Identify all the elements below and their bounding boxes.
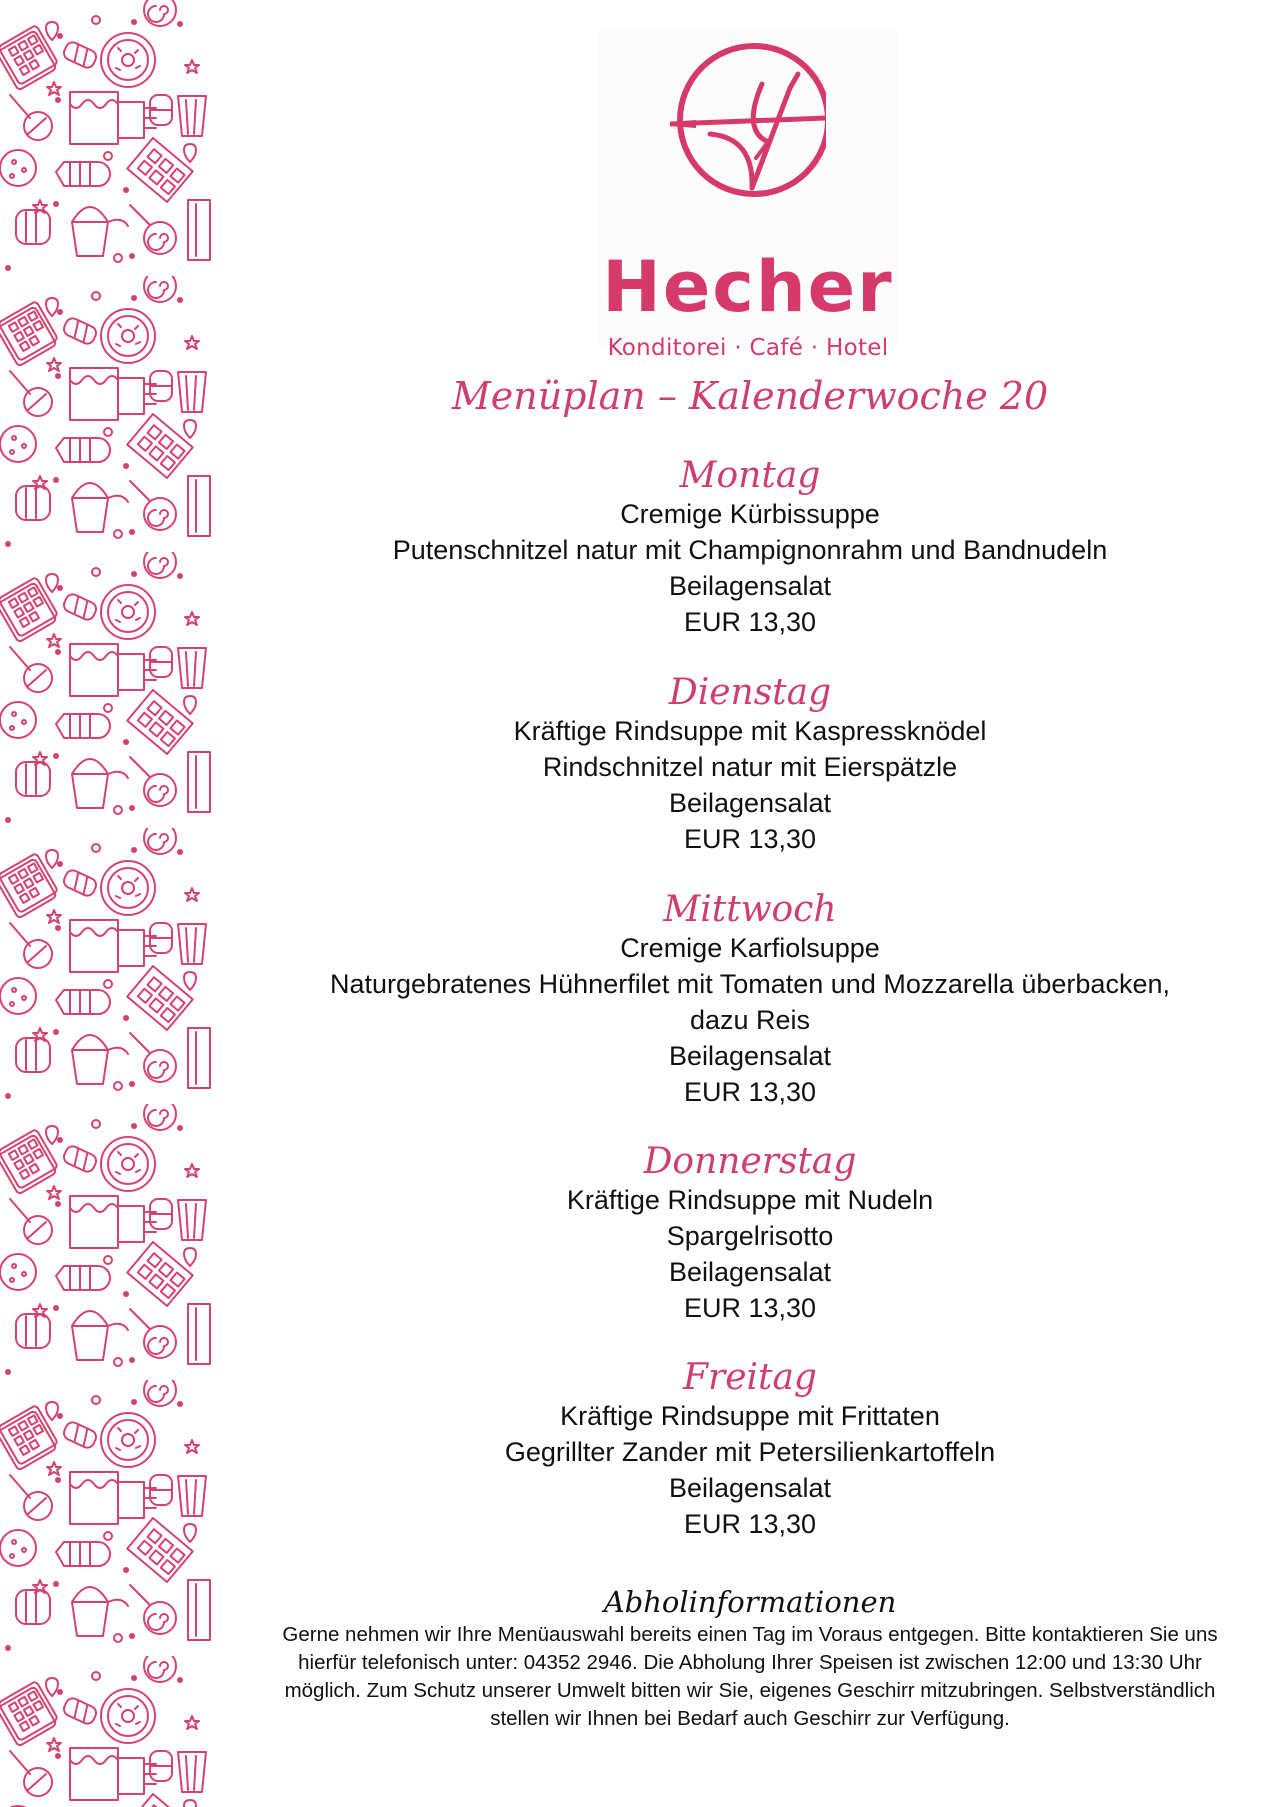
price: EUR 13,30 (683, 607, 817, 637)
main-dish: Putenschnitzel natur mit Champignonrahm und Bandnudeln (392, 535, 1108, 565)
soup: Kräftige Rindsuppe mit Frittaten (560, 1401, 940, 1431)
day-name: Montag (679, 455, 821, 496)
day-name: Mittwoch (663, 889, 837, 930)
side-salad: Beilagensalat (668, 1257, 832, 1287)
side-salad: Beilagensalat (668, 788, 832, 818)
side-salad: Beilagensalat (668, 1041, 832, 1071)
dessert-pattern-sidebar (0, 0, 212, 1807)
day-section-friday (230, 1358, 1270, 1542)
soup: Cremige Karfiolsuppe (620, 933, 880, 963)
main-dish: Naturgebratenes Hühnerfilet mit Tomaten und Mozzarella überbacken, (330, 969, 1170, 999)
day-name: Dienstag (668, 672, 832, 713)
main-dish: Rindschnitzel natur mit Eierspätzle (542, 752, 958, 782)
price: EUR 13,30 (683, 1293, 817, 1323)
soup: Kräftige Rindsuppe mit Kaspressknödel (513, 716, 987, 746)
pickup-info-section (230, 1583, 1270, 1733)
main-dish: Spargelrisotto (666, 1221, 834, 1251)
day-section-wednesday (230, 890, 1270, 1110)
day-name: Freitag (683, 1357, 817, 1398)
pickup-info-title: Abholinformationen (603, 1585, 897, 1619)
main-dish-continued: dazu Reis (689, 1005, 811, 1035)
pickup-info-text: Gerne nehmen wir Ihre Menüauswahl bereits einen Tag im Voraus entgegen. Bitte kontaktieren Sie uns hierfür telefonisch unter: 04352 2946. Die Abholung Ihrer Speisen ist zwischen 12:00 und 13:30 Uhr möglich. Zum Schutz unserer Umwelt bitten wir Sie, eigenes Geschirr mitzubringen. Selbstverständlich stellen wir Ihnen bei Bedarf auch Geschirr zur Verfügung. (282, 1623, 1218, 1730)
brand-name: Hecher (602, 246, 894, 328)
page-title: Menüplan – Kalenderwoche 20 (451, 374, 1049, 418)
price: EUR 13,30 (683, 1509, 817, 1539)
soup: Kräftige Rindsuppe mit Nudeln (566, 1185, 934, 1215)
fork-knife-circle-logo-icon (670, 38, 826, 208)
day-section-monday (230, 456, 1270, 640)
brand-logo (598, 30, 898, 361)
brand-tagline: Konditorei · Café · Hotel (607, 335, 889, 361)
side-salad: Beilagensalat (668, 571, 832, 601)
soup: Cremige Kürbissuppe (620, 499, 880, 529)
menu-document (230, 0, 1270, 1807)
side-salad: Beilagensalat (668, 1473, 832, 1503)
dessert-pattern-icon (0, 0, 212, 1807)
day-section-tuesday (230, 673, 1270, 857)
price: EUR 13,30 (683, 824, 817, 854)
day-name: Donnerstag (643, 1141, 857, 1182)
main-dish: Gegrillter Zander mit Petersilienkartoffeln (504, 1437, 996, 1467)
price: EUR 13,30 (683, 1077, 817, 1107)
day-section-thursday (230, 1142, 1270, 1326)
